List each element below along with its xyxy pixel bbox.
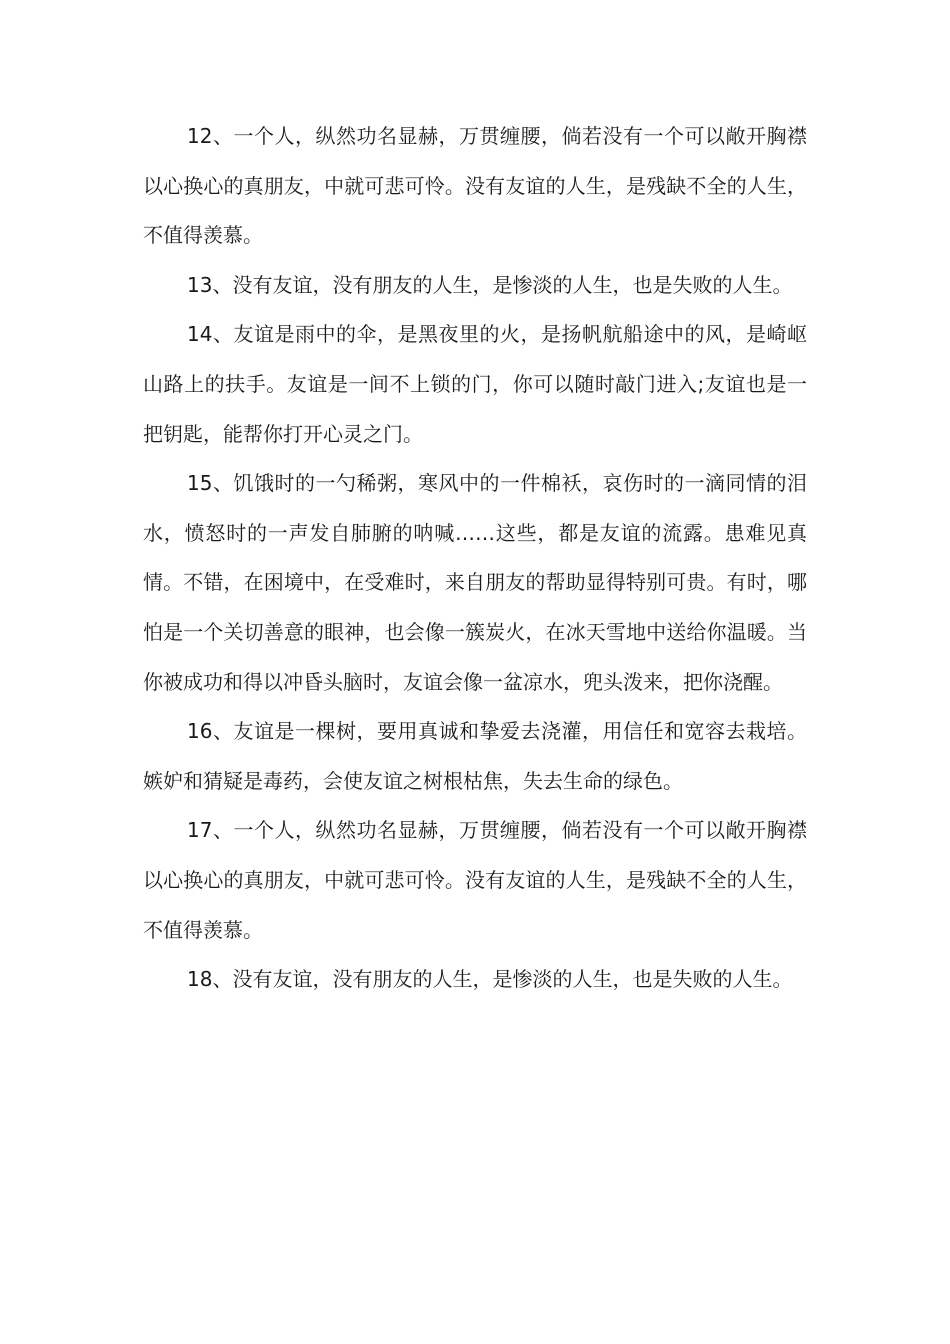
paragraph-15: 15、饥饿时的一勺稀粥，寒风中的一件棉袄，哀伤时的一滴同情的泪水，愤怒时的一声发自肺腑的呐喊……这些，都是友谊的流露。患难见真情。不错，在困境中，在受难时，来自朋友的帮助显得特别可贵。有时，哪怕是一个关切善意的眼神，也会像一簇炭火，在冰天雪地中送给你温暖。当你被成功和得以冲昏头脑时，友谊会像一盆凉水，兜头泼来，把你浇醒。 — [143, 471, 807, 694]
paragraph-14: 14、友谊是雨中的伞，是黑夜里的火，是扬帆航船途中的风，是崎岖山路上的扶手。友谊是一间不上锁的门，你可以随时敲门进入;友谊也是一把钥匙，能帮你打开心灵之门。 — [143, 322, 807, 446]
document-body — [143, 112, 807, 1005]
paragraph-16: 16、友谊是一棵树，要用真诚和挚爱去浇灌，用信任和宽容去栽培。嫉妒和猜疑是毒药，会使友谊之树根枯焦，失去生命的绿色。 — [143, 719, 807, 793]
paragraph-12: 12、一个人，纵然功名显赫，万贯缠腰，倘若没有一个可以敞开胸襟以心换心的真朋友，中就可悲可怜。没有友谊的人生，是残缺不全的人生，不值得羡慕。 — [143, 124, 807, 248]
paragraph-17: 17、一个人，纵然功名显赫，万贯缠腰，倘若没有一个可以敞开胸襟以心换心的真朋友，中就可悲可怜。没有友谊的人生，是残缺不全的人生，不值得羡慕。 — [143, 818, 807, 942]
paragraph-18: 18、没有友谊，没有朋友的人生，是惨淡的人生，也是失败的人生。 — [187, 967, 793, 992]
paragraph-13: 13、没有友谊，没有朋友的人生，是惨淡的人生，也是失败的人生。 — [187, 272, 793, 297]
